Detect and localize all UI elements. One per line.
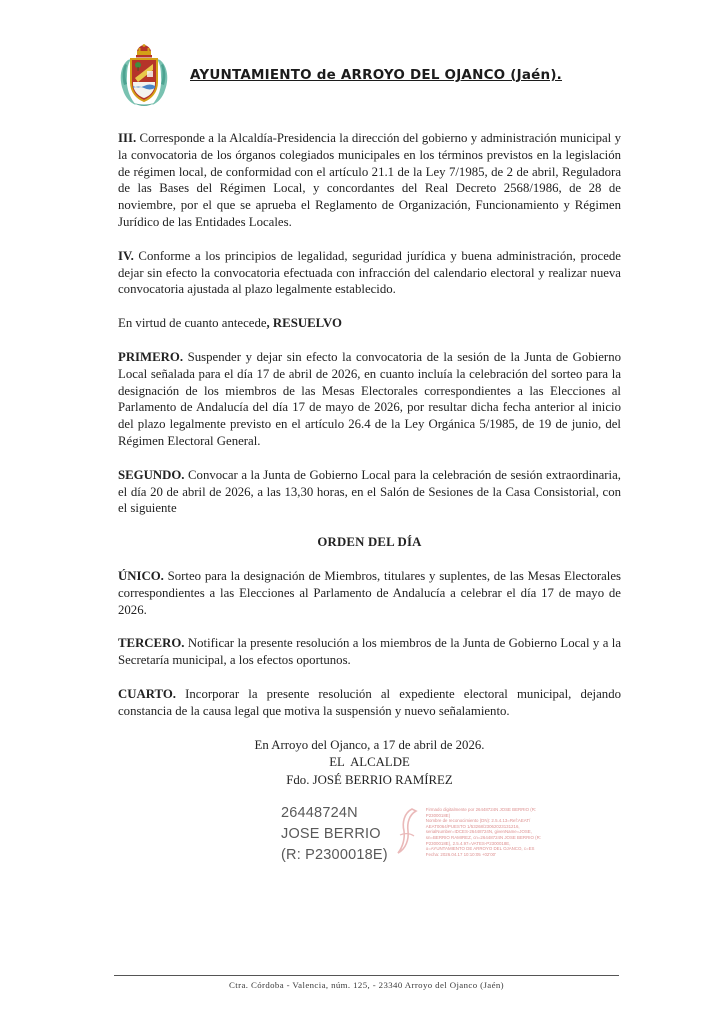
primero-label: PRIMERO. [118, 349, 184, 364]
paragraph-segundo [118, 467, 621, 517]
cuarto-label: CUARTO. [118, 686, 176, 701]
segundo-label: SEGUNDO. [118, 467, 185, 482]
place-date-line: En Arroyo del Ojanco, a 17 de abril de 2026. [254, 737, 485, 752]
paragraph-iii [118, 130, 621, 231]
paragraph-primero [118, 349, 621, 450]
cuarto-text: Incorporar la presente resolución al expediente electoral municipal, dejando constancia de la causa legal que motiva la suspensión y nuevo señalamiento. [118, 686, 621, 718]
footer-address: Ctra. Córdoba - Valencia, núm. 125, - 23340 Arroyo del Ojanco (Jaén) [229, 980, 504, 990]
stamp-line: P2300018E), 2.5.4.97=VATES-P2300018E, [425, 840, 511, 846]
stamp-line: P2300018E) [425, 812, 451, 818]
resuelvo-word: , RESUELVO [266, 316, 342, 331]
signer-role-line: EL ALCALDE [329, 755, 410, 770]
paragraph-iv [118, 248, 621, 298]
paragraph-iv-number: IV. [118, 248, 134, 263]
tercero-label: TERCERO. [118, 636, 185, 651]
paragraph-iv-text: Conforme a los principios de legalidad, seguridad jurídica y buena administración, procede dejar sin efecto la convocatoria efectuada con infracción del calendario electoral y realizar nueva convocatoria ajustada al plazo legalmente establecido. [118, 248, 621, 297]
tercero-text: Notificar la presente resolución a los miembros de la Junta de Gobierno Local y a la Secretaría municipal, a los efectos oportunos. [118, 636, 621, 668]
resuelvo-intro: En virtud de cuanto antecede [118, 316, 267, 331]
stamp-line: Nombre de reconocimiento (DN): 2.5.4.13=Ref:AEAT/ [425, 818, 531, 824]
closing-block [118, 737, 621, 790]
signer-certificate-id [281, 803, 388, 866]
cert-id-line: (R: P2300018E) [281, 847, 388, 864]
primero-text: Suspender y dejar sin efecto la convocatoria de la sesión de la Junta de Gobierno Local señalada para el día 17 de abril de 2026, en cuanto incluía la celebración del sorteo para la designación de los miembros de las Mesas Electorales correspondientes a las Elecciones al Parlamento de Andalucía del día 17 de mayo de 2026, por resultar dicha fecha anterior al inicio del plazo legalmente previsto en el artículo 26.4 de la Ley Orgánica 5/1985, de 19 de junio, del Régimen Electoral General. [118, 349, 621, 448]
stamp-line: sn=BERRIO RAMIREZ, cn=26448724N JOSE BERRIO (R: [425, 834, 541, 840]
stamp-line: Firmado digitalmente por 26448724N JOSE BERRIO (R: [425, 807, 537, 813]
cert-id-line: JOSE BERRIO [281, 826, 381, 843]
unico-text: Sorteo para la designación de Miembros, titulares y suplentes, de las Mesas Electorales correspondientes a las Elecciones al Parlamento de Andalucía a celebrar el día 17 de mayo de 2026. [118, 568, 621, 617]
signature-flourish-icon [394, 805, 420, 857]
document-body [118, 130, 621, 866]
stamp-line: Fecha: 2026.04.17 10:10:05 +02'00' [425, 851, 496, 857]
digital-signature-block [281, 803, 621, 866]
resuelvo-line [118, 315, 621, 332]
paragraph-unico [118, 568, 621, 618]
cert-id-line: 26448724N [281, 805, 358, 822]
signer-name-line: Fdo. JOSÉ BERRIO RAMÍREZ [286, 772, 453, 787]
page-footer [114, 975, 619, 990]
orden-del-dia-heading: ORDEN DEL DÍA [317, 535, 422, 550]
unico-label: ÚNICO. [118, 568, 164, 583]
paragraph-tercero [118, 635, 621, 669]
segundo-text: Convocar a la Junta de Gobierno Local para la celebración de sesión extraordinaria, el día 20 de abril de 2026, a las 13,30 horas, en el Salón de Sesiones de la Casa Consistorial, con el siguiente [118, 467, 621, 516]
stamp-line: serialNumber=IDCES-26448724N, givenName=JOSE, [425, 829, 532, 835]
paragraph-iii-number: III. [118, 131, 137, 145]
page-title: AYUNTAMIENTO de ARROYO DEL OJANCO (Jaén). [190, 67, 563, 83]
digital-signature-stamp [426, 807, 544, 857]
paragraph-cuarto [118, 686, 621, 720]
stamp-line: AEAT0064/PUESTO 1/53268/23062023131216, [425, 823, 520, 829]
coat-of-arms-icon [116, 44, 172, 108]
stamp-line: o=AYUNTAMIENTO DE ARROYO DEL OJANCO, c=ES [425, 846, 535, 852]
paragraph-iii-text: Corresponde a la Alcaldía-Presidencia la dirección del gobierno y administración municipal y la convocatoria de los órganos colegiados municipales en los términos previstos en la legislación de régimen local, de conformidad con el artículo 21.1 de la Ley 7/1985, de 2 de abril, Reguladora de las Bases del Régimen Local, y concordantes del Real Decreto 2568/1986, de 28 de noviembre, por el que se aprueba el Reglamento de Organización, Funcionamiento y Régimen Jurídico de las Entidades Locales. [118, 131, 621, 229]
document-header [116, 44, 562, 108]
